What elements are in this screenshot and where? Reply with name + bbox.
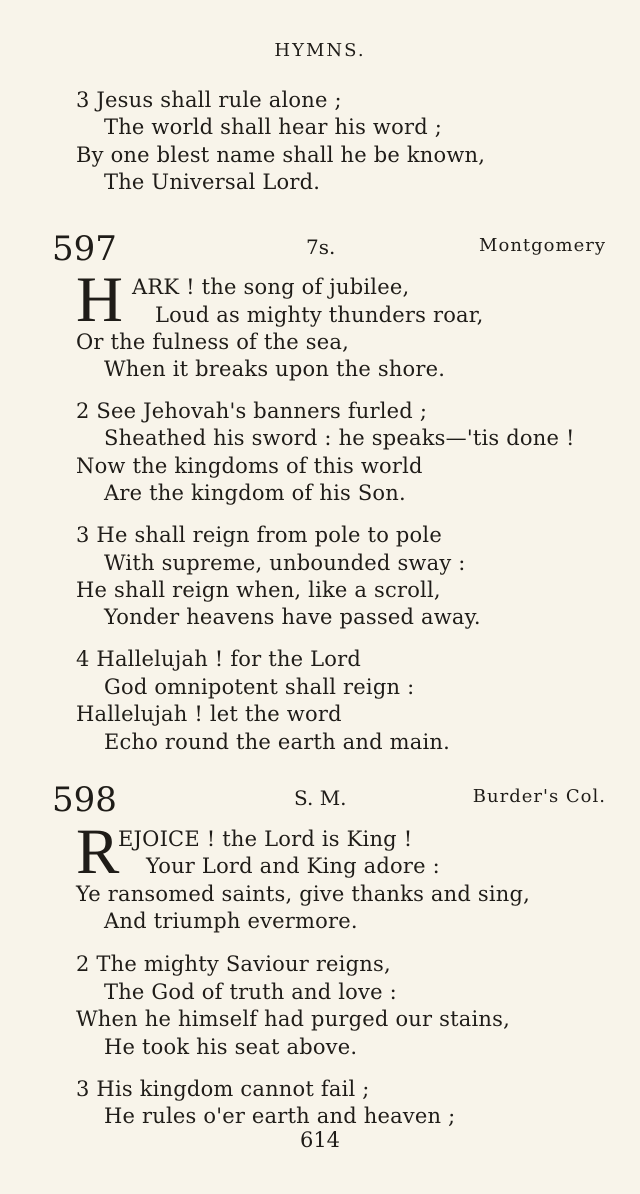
hymn-tune: Burder's Col. (472, 786, 606, 807)
hymn-line: 2 See Jehovah's banners furled ; (76, 399, 428, 423)
hymn-number: 598 (52, 780, 117, 820)
first-word: EJOICE ! (118, 827, 216, 851)
continued-stanza-line: By one blest name shall he be known, (76, 143, 486, 167)
continued-stanza-line: The world shall hear his word ; (104, 115, 442, 139)
hymn-line: He shall reign when, like a scroll, (76, 578, 441, 602)
hymn-line: And triumph evermore. (104, 909, 358, 933)
hymn-line: He took his seat above. (104, 1035, 358, 1059)
hymn-number: 597 (52, 229, 117, 269)
hymn-line: With supreme, unbounded sway : (104, 551, 466, 575)
first-line-text: the song of jubilee, (201, 275, 410, 299)
hymn-line: Loud as mighty thunders roar, (155, 303, 484, 327)
hymn-tune: Montgomery (479, 235, 606, 256)
first-word: ARK ! (132, 275, 195, 299)
hymn-meter: 7s. (306, 235, 336, 259)
first-line-text: the Lord is King ! (222, 827, 413, 851)
hymn-line (118, 826, 412, 852)
hymn-line (132, 274, 409, 300)
hymn-line: Sheathed his sword : he speaks—'tis done ! (104, 426, 575, 450)
hymn-line: Yonder heavens have passed away. (104, 605, 481, 629)
hymn-line: Are the kingdom of his Son. (104, 481, 406, 505)
hymn-line: The God of truth and love : (104, 980, 397, 1004)
hymn-line: 3 His kingdom cannot fail ; (76, 1077, 370, 1101)
hymn-line: When it breaks upon the shore. (104, 357, 446, 381)
hymn-line: 2 The mighty Saviour reigns, (76, 952, 391, 976)
hymn-line: Ye ransomed saints, give thanks and sing, (76, 882, 531, 906)
drop-cap: H (76, 264, 123, 336)
hymn-line: God omnipotent shall reign : (104, 675, 415, 699)
hymn-line: Hallelujah ! let the word (76, 702, 342, 726)
hymn-line: 4 Hallelujah ! for the Lord (76, 647, 361, 671)
hymn-meter: S. M. (294, 786, 347, 810)
hymn-line: Your Lord and King adore : (146, 854, 440, 878)
continued-stanza-line: The Universal Lord. (104, 170, 321, 194)
continued-stanza-line: 3 Jesus shall rule alone ; (76, 88, 342, 112)
hymn-line: When he himself had purged our stains, (76, 1007, 510, 1031)
hymn-line: 3 He shall reign from pole to pole (76, 523, 442, 547)
hymn-line: Or the fulness of the sea, (76, 330, 349, 354)
hymn-line: Echo round the earth and main. (104, 730, 450, 754)
hymn-597-header (52, 229, 606, 269)
hymn-598-header (52, 780, 606, 820)
page-number: 614 (299, 1128, 341, 1152)
running-head: HYMNS. (274, 40, 366, 61)
hymn-line: He rules o'er earth and heaven ; (104, 1104, 456, 1128)
drop-cap: R (76, 816, 120, 888)
hymn-line: Now the kingdoms of this world (76, 454, 423, 478)
